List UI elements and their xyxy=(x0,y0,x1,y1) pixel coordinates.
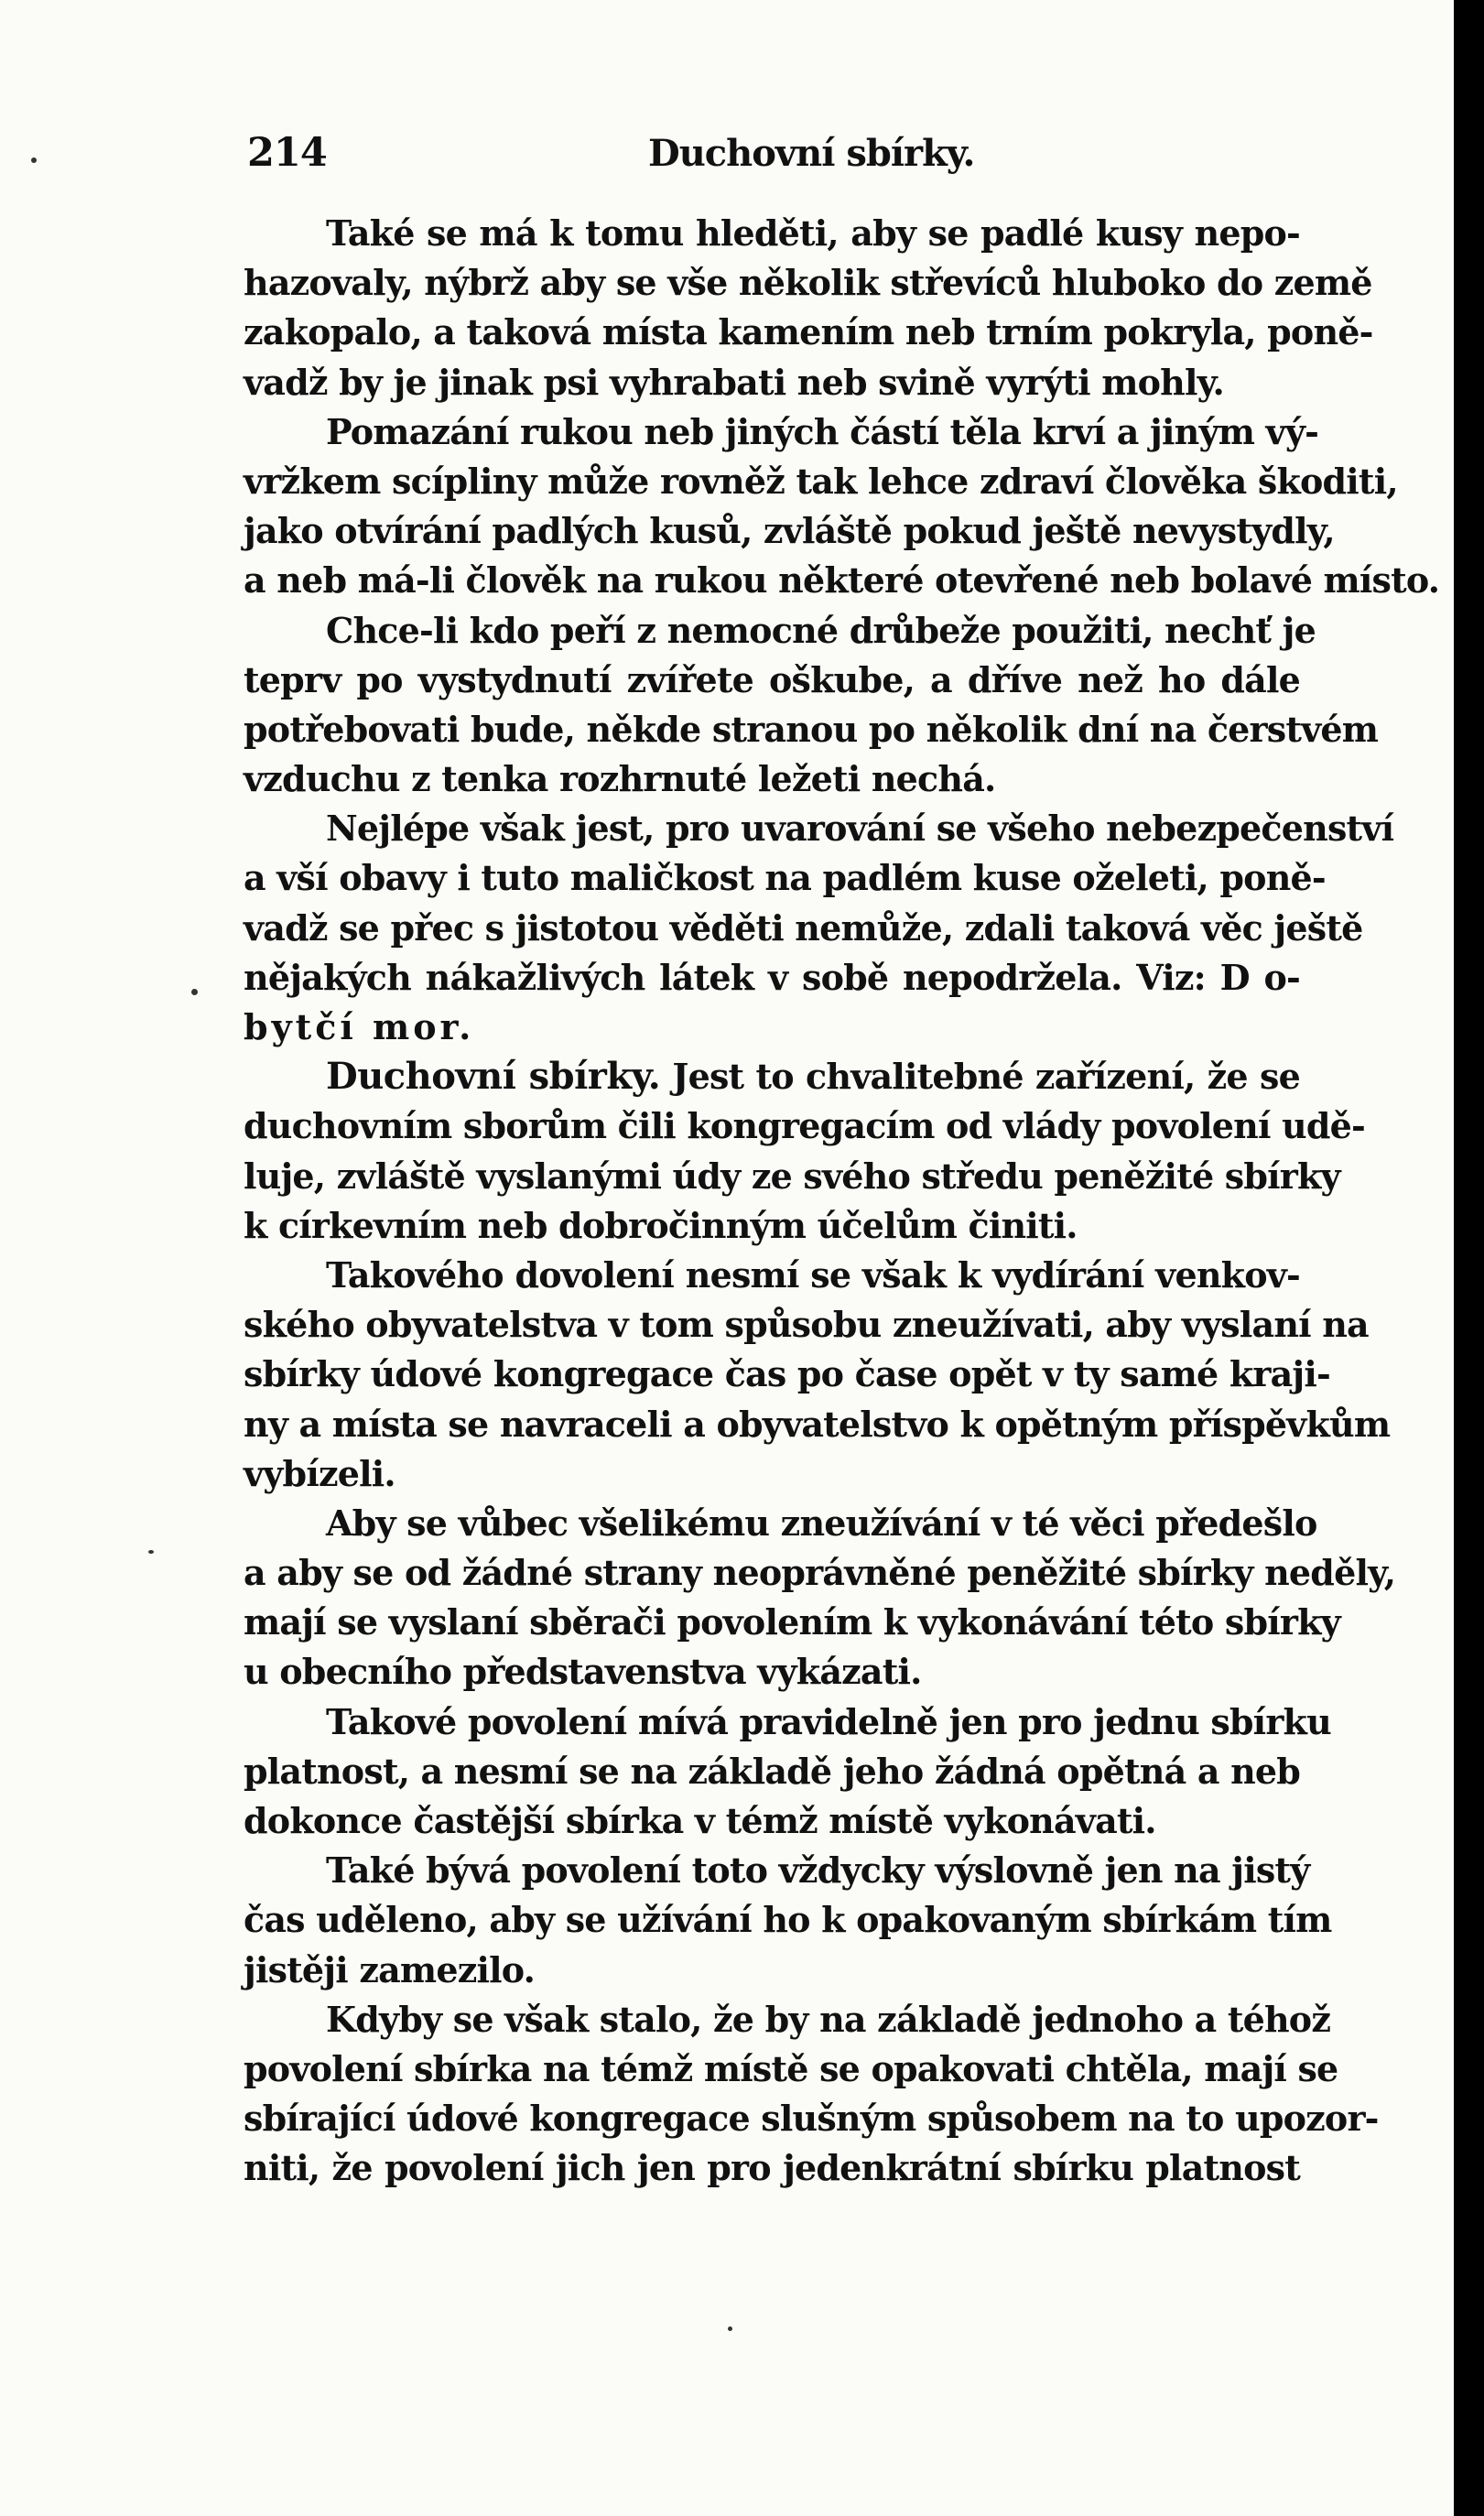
text-line: k církevním neb dobročinným účelům činiti. xyxy=(244,1204,1078,1246)
text-line: vadž se přec s jistotou věděti nemůže, zdali taková věc ještě xyxy=(244,906,1363,949)
scan-speck xyxy=(728,2326,732,2331)
text-line: a neb má-li člověk na rukou některé otevřené neb bolavé místo. xyxy=(244,559,1440,602)
text-line: vadž by je jinak psi vyhrabati neb svině vyrýti mohly. xyxy=(244,361,1224,403)
text-line: jistěji zamezilo. xyxy=(244,1948,536,1990)
text-line: čas uděleno, aby se užívání ho k opakovaným sbírkám tím xyxy=(244,1899,1332,1941)
scan-speck xyxy=(148,1550,154,1554)
text-line: u obecního představenstva vykázati. xyxy=(244,1651,922,1693)
scan-border xyxy=(1454,0,1484,2516)
text-line: nějakých nákažlivých látek v sobě nepodržela. Viz: D o- xyxy=(244,956,1300,998)
text-line: jako otvírání padlých kusů, zvláště pokud ještě nevystydly, xyxy=(244,510,1335,552)
text-line: dokonce častější sbírka v témž místě vykonávati. xyxy=(244,1800,1156,1841)
text-line: zakopalo, a taková místa kamením neb trním pokryla, poně- xyxy=(244,311,1373,353)
text-line: bytčí mor. xyxy=(244,1006,475,1047)
page-header xyxy=(247,130,1295,185)
page-number: 214 xyxy=(247,130,327,176)
text-line: vržkem scípliny může rovněž tak lehce zdraví člověka škoditi, xyxy=(244,460,1398,502)
text-line: duchovním sborům čili kongregacím od vlády povolení udě- xyxy=(244,1105,1365,1147)
scan-speck xyxy=(191,989,198,995)
text-line xyxy=(244,1052,1300,1101)
text-line: Nejlépe však jest, pro uvarování se všeho nebezpečenství xyxy=(326,808,1394,850)
text-line: Takové povolení mívá pravidelně jen pro jednu sbírku xyxy=(326,1700,1331,1742)
scan-speck xyxy=(31,157,37,163)
text-line: ny a místa se navraceli a obyvatelstvo k opětným příspěvkům xyxy=(244,1403,1391,1445)
text-line: Kdyby se však stalo, že by na základě jednoho a téhož xyxy=(326,1998,1331,2040)
text-line: Chce-li kdo peří z nemocné drůbeže použiti, nechť je xyxy=(326,609,1316,651)
text-line: vzduchu z tenka rozhrnuté ležeti nechá. xyxy=(244,758,996,800)
running-title: Duchovní sbírky. xyxy=(648,132,975,175)
text-line: sbírající údové kongregace slušným spůsobem na to upozor- xyxy=(244,2098,1379,2140)
text-line: potřebovati bude, někde stranou po několik dní na čerstvém xyxy=(244,708,1379,750)
text-line: sbírky údové kongregace čas po čase opět v ty samé kraji- xyxy=(244,1353,1330,1395)
text-line: niti, že povolení jich jen pro jedenkrátní sbírku platnost xyxy=(244,2147,1300,2189)
text-line: Pomazání rukou neb jiných částí těla krví a jiným vý- xyxy=(326,410,1319,452)
text-line: a vší obavy i tuto maličkost na padlém kuse oželeti, poně- xyxy=(244,857,1326,899)
text-line: Takového dovolení nesmí se však k vydírání venkov- xyxy=(326,1253,1300,1296)
text-line: Také bývá povolení toto vždycky výslovně jen na jistý xyxy=(326,1849,1310,1892)
text-line: Aby se vůbec všelikému zneužívání v té věci předešlo xyxy=(326,1502,1317,1544)
body-text xyxy=(244,209,1440,2194)
text-line: luje, zvláště vyslanými údy ze svého středu peněžité sbírky xyxy=(244,1155,1340,1197)
text-line: ského obyvatelstva v tom spůsobu zneužívati, aby vyslaní na xyxy=(244,1304,1369,1346)
text-line: hazovaly, nýbrž aby se vše několik střevíců hluboko do země xyxy=(244,262,1372,304)
text-line: platnost, a nesmí se na základě jeho žádná opětná a neb xyxy=(244,1750,1301,1792)
text-line: teprv po vystydnutí zvířete oškube, a dříve než ho dále xyxy=(244,658,1300,700)
text-line: povolení sbírka na témž místě se opakovati chtěla, mají se xyxy=(244,2047,1338,2089)
text-line: vybízeli. xyxy=(244,1452,395,1494)
text-line: a aby se od žádné strany neoprávněné peněžité sbírky neděly, xyxy=(244,1552,1396,1594)
text-line: mají se vyslaní sběrači povolením k vykonávání této sbírky xyxy=(244,1601,1340,1643)
text-line-content: Jest to chvalitebné zařízení, že se xyxy=(660,1056,1300,1098)
entry-heading: Duchovní sbírky. xyxy=(326,1055,661,1099)
text-line: Také se má k tomu hleděti, aby se padlé kusy nepo- xyxy=(326,212,1300,254)
